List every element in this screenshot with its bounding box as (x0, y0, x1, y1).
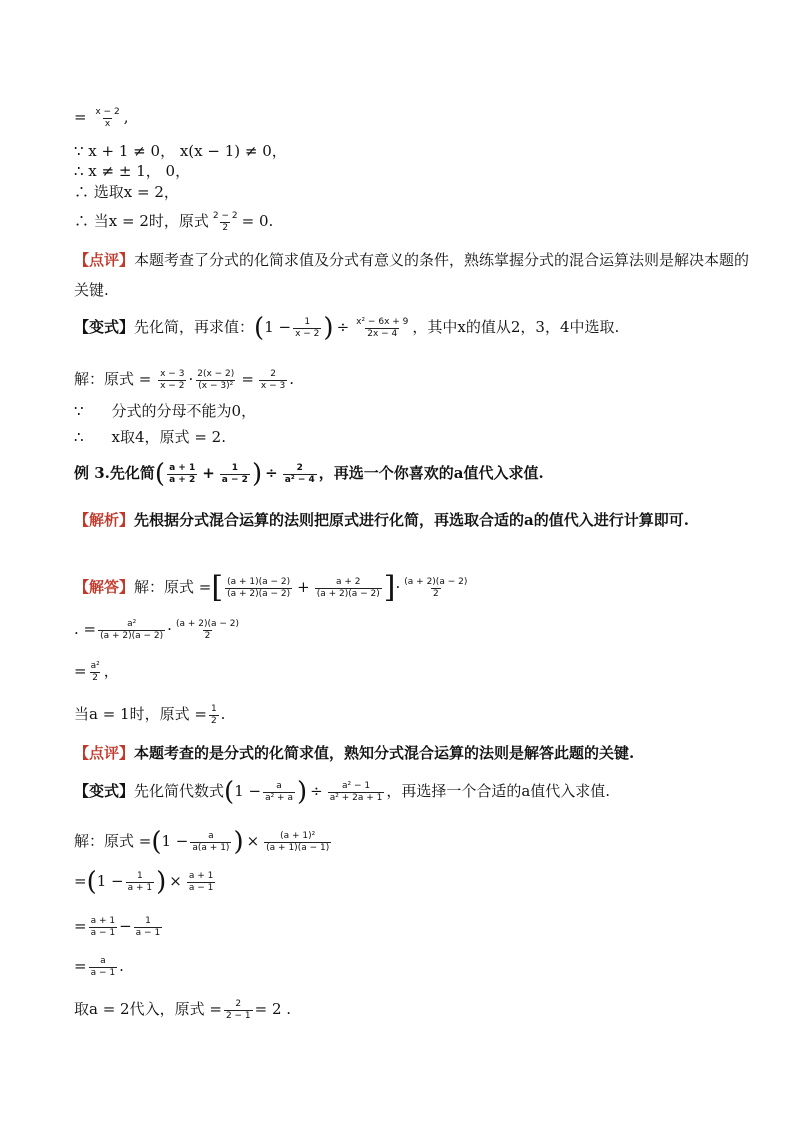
fraction: $\frac{2}{\text{a² − 4}}$ (284, 462, 315, 485)
solution-2-line-3: = $\frac{a + 1}{a - 1}$ − $\frac{1}{a - 1}$ (74, 915, 161, 938)
fraction: $\frac{a + 1}{a - 1}$ (90, 915, 116, 938)
step-line-1: = $\frac{x - 2}{x}$ , (74, 106, 129, 129)
answer-line-2: . = $\frac{\text{a²}}{(a + 2)(a - 2)}$ · $\frac{(a + 2)(a - 2)}{2}$ (74, 618, 240, 641)
fraction: $\frac{2 - 2}{2}$ (212, 210, 238, 233)
solution-2-line-5: 取a = 2代入，原式 = $\frac{2}{2 - 1}$ = 2 . (74, 998, 292, 1021)
analysis-tag: 【解析】 (74, 511, 135, 529)
fraction: $\frac{x - 3}{x - 2}$ (160, 368, 185, 391)
variant-tag: 【变式】 (74, 318, 135, 336)
fraction: $\frac{\text{x² − 6x + 9}}{2x - 4}$ (356, 316, 409, 339)
fraction: $\frac{a + 1}{a + 2}$ (169, 462, 196, 485)
fraction: $\frac{a}{\text{a² + a}}$ (265, 780, 293, 803)
fraction: $\frac{1}{a - 1}$ (135, 915, 161, 938)
step-line-2: ∵ x + 1 ≠ 0， x(x − 1) ≠ 0， (74, 142, 287, 160)
fraction: $\frac{a + 2}{(a + 2)(a - 2)}$ (316, 576, 380, 599)
fraction: $\frac{\text{a²}}{2}$ (90, 660, 100, 683)
fraction: $\frac{1}{2}$ (210, 703, 217, 726)
fraction: $\frac{a}{a(a + 1)}$ (192, 830, 230, 853)
fraction: $\frac{x - 2}{x}$ (95, 106, 120, 129)
equals-sign: = (74, 108, 87, 126)
example-label: 例 3. (74, 464, 110, 482)
fraction: $\frac{\text{a² − 1}}{\text{a² + 2a + 1}}$ (329, 780, 383, 803)
fraction: $\frac{\text{a²}}{(a + 2)(a - 2)}$ (100, 618, 164, 641)
fraction: $\frac{2}{x - 3}$ (260, 368, 286, 391)
solution-1-line-1: 解：原式 = $\frac{x - 3}{x - 2}$ · $\frac{2(x - 2)}{\text{(x − 3)²}}$ = $\frac{2}{x - 3}$ . (74, 368, 294, 391)
fraction: $\frac{1}{x - 2}$ (295, 316, 320, 339)
fraction: $\frac{2}{2 - 1}$ (225, 998, 251, 1021)
step-line-4: ∴ 选取x = 2， (74, 183, 179, 201)
fraction: $\frac{a}{a - 1}$ (90, 955, 116, 978)
fraction: $\frac{(a + 2)(a - 2)}{2}$ (404, 576, 468, 599)
solution-2-line-2: =(1 − $\frac{1}{a + 1}$ ) × $\frac{a + 1}{a - 1}$ (74, 867, 214, 897)
step-line-3: ∴ x ≠ ± 1， 0， (74, 162, 191, 180)
fraction: $\frac{2(x - 2)}{\text{(x − 3)²}}$ (197, 368, 235, 391)
comment-2: 【点评】本题考查的是分式的化简求值，熟知分式混合运算的法则是解答此题的关键. (74, 744, 635, 762)
answer-line-3: = $\frac{\text{a²}}{2}$ ， (74, 660, 119, 683)
analysis: 【解析】先根据分式混合运算的法则把原式进行化简，再选取合适的a的值代入进行计算即可. (74, 511, 689, 529)
solution-1-line-2: ∵ 分式的分母不能为0， (74, 402, 257, 420)
comment-tag: 【点评】 (74, 744, 135, 762)
variant-tag: 【变式】 (74, 782, 135, 800)
variant-2: 【变式】先化简代数式(1 − $\frac{a}{\text{a² + a}}$ ) ÷ $\frac{\text{a² − 1}}{\text{a² + 2a + 1}}$ ，再选择一个合适的a值代入求值. (74, 777, 611, 807)
fraction: $\frac{1}{a + 1}$ (127, 870, 153, 893)
comment-tag: 【点评】 (74, 251, 135, 269)
comment-1: 【点评】本题考查了分式的化简求值及分式有意义的条件，熟练掌握分式的混合运算法则是解决本题的关键. (74, 251, 750, 299)
fraction: $\frac{\text{(a + 1)²}}{(a + 1)(a - 1)}$ (266, 830, 330, 853)
solution-2-line-4: = $\frac{a}{a - 1}$ . (74, 955, 124, 978)
variant-1: 【变式】先化简，再求值：(1 − $\frac{1}{x - 2}$ ) ÷ $\frac{\text{x² − 6x + 9}}{2x - 4}$ ，其中x的值从2，3，4中选取. (74, 313, 620, 343)
example-3: 例 3.先化简( $\frac{a + 1}{a + 2}$ + $\frac{1}{a - 2}$ ) ÷ $\frac{2}{\text{a² − 4}}$ ，再选一个你喜欢的a值代入求值. (74, 459, 544, 489)
answer-line-1: 【解答】解：原式 =[ $\frac{(a + 1)(a - 2)}{(a + 2)(a - 2)}$ + $\frac{a + 2}{(a + 2)(a - 2)}$ ]· $\frac{(a + 2)(a - 2)}{2}$ (74, 570, 468, 605)
answer-line-4: 当a = 1时，原式 = $\frac{1}{2}$ . (74, 703, 226, 726)
step-line-5: ∴ 当x = 2时，原式 $\frac{2 - 2}{2}$ = 0. (74, 210, 274, 233)
fraction: $\frac{(a + 1)(a - 2)}{(a + 2)(a - 2)}$ (227, 576, 291, 599)
fraction: $\frac{(a + 2)(a - 2)}{2}$ (175, 618, 240, 641)
solution-1-line-3: ∴ x取4，原式 = 2. (74, 428, 226, 446)
solution-2-line-1: 解：原式 =(1 − $\frac{a}{a(a + 1)}$ ) × $\frac{\text{(a + 1)²}}{(a + 1)(a - 1)}$ (74, 827, 330, 857)
fraction: $\frac{1}{a - 2}$ (221, 462, 248, 485)
answer-tag: 【解答】 (74, 578, 135, 596)
fraction: $\frac{a + 1}{a - 1}$ (188, 870, 214, 893)
